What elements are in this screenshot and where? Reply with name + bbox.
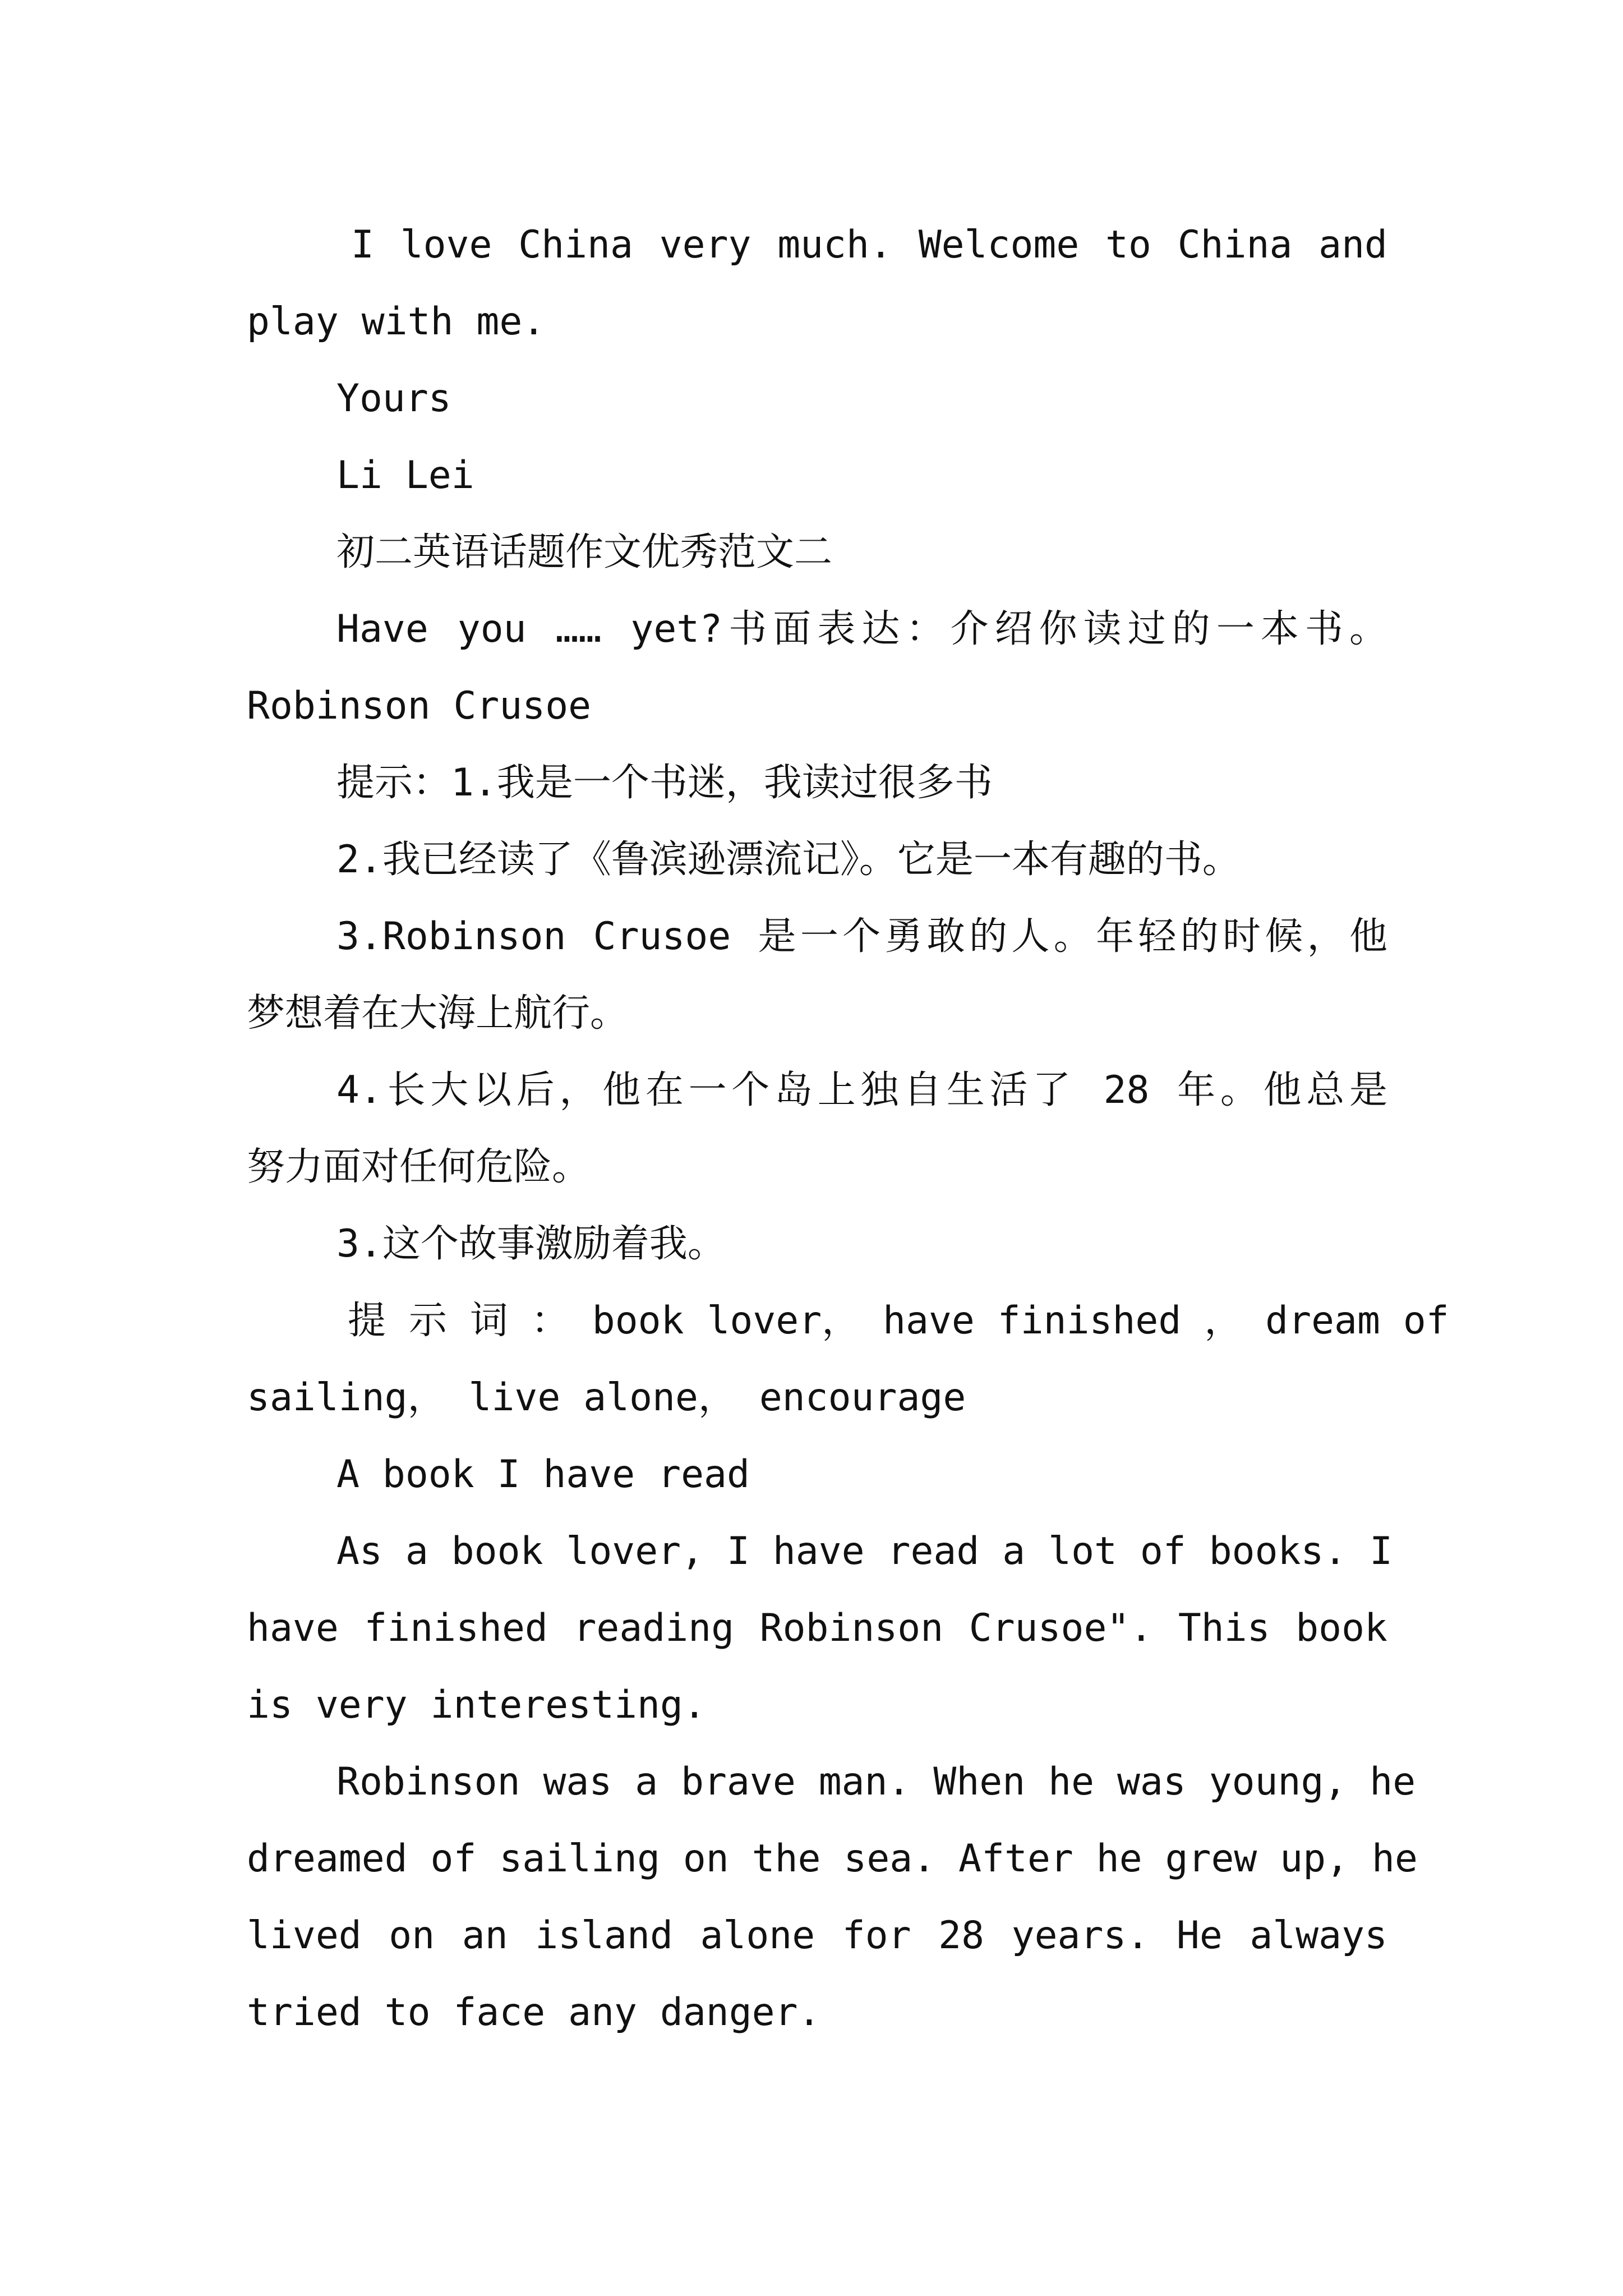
section-heading: 初二英语话题作文优秀范文二 [336,530,833,574]
essay-line: have finished reading Robinson Crusoe". This book [247,1606,1387,1650]
prompt-line: Robinson Crusoe [247,684,592,728]
body-line: play with me. [247,300,546,344]
closing-line: Yours [336,376,451,421]
essay-line: is very interesting. [247,1683,706,1727]
hint-line: 梦想着在大海上航行。 [247,991,629,1036]
essay-line: tried to face any danger. [247,1990,821,2035]
hint-line: 努力面对任何危险。 [247,1145,591,1189]
keywords-line: sailing， live alone， encourage [247,1375,966,1420]
hint-line: 3.这个故事激励着我。 [336,1222,726,1266]
essay-title: A book I have read [336,1452,750,1497]
essay-line: Robinson was a brave man. When he was young, he [336,1760,1416,1804]
hint-line: 2.我已经读了《鲁滨逊漂流记》。它是一本有趣的书。 [336,838,1241,882]
document-body [247,206,1449,2051]
keywords-line: 提 示 词 ： book lover， have finished ， dream of [348,1299,1449,1343]
hint-line: 3.Robinson Crusoe 是一个勇敢的人。年轻的时候，他 [336,914,1387,959]
hint-line: 提示：1.我是一个书迷，我读过很多书 [336,761,993,805]
essay-line: lived on an island alone for 28 years. He always [247,1913,1387,1958]
prompt-line: Have you …… yet?书面表达：介绍你读过的一本书。 [336,607,1387,651]
essay-line: dreamed of sailing on the sea. After he grew up, he [247,1837,1418,1881]
essay-line: As a book lover, I have read a lot of books. I [336,1529,1393,1573]
signature-line: Li Lei [336,453,474,498]
hint-line: 4.长大以后，他在一个岛上独自生活了 28 年。他总是 [336,1068,1387,1112]
body-line: I love China very much. Welcome to China and [351,223,1387,267]
